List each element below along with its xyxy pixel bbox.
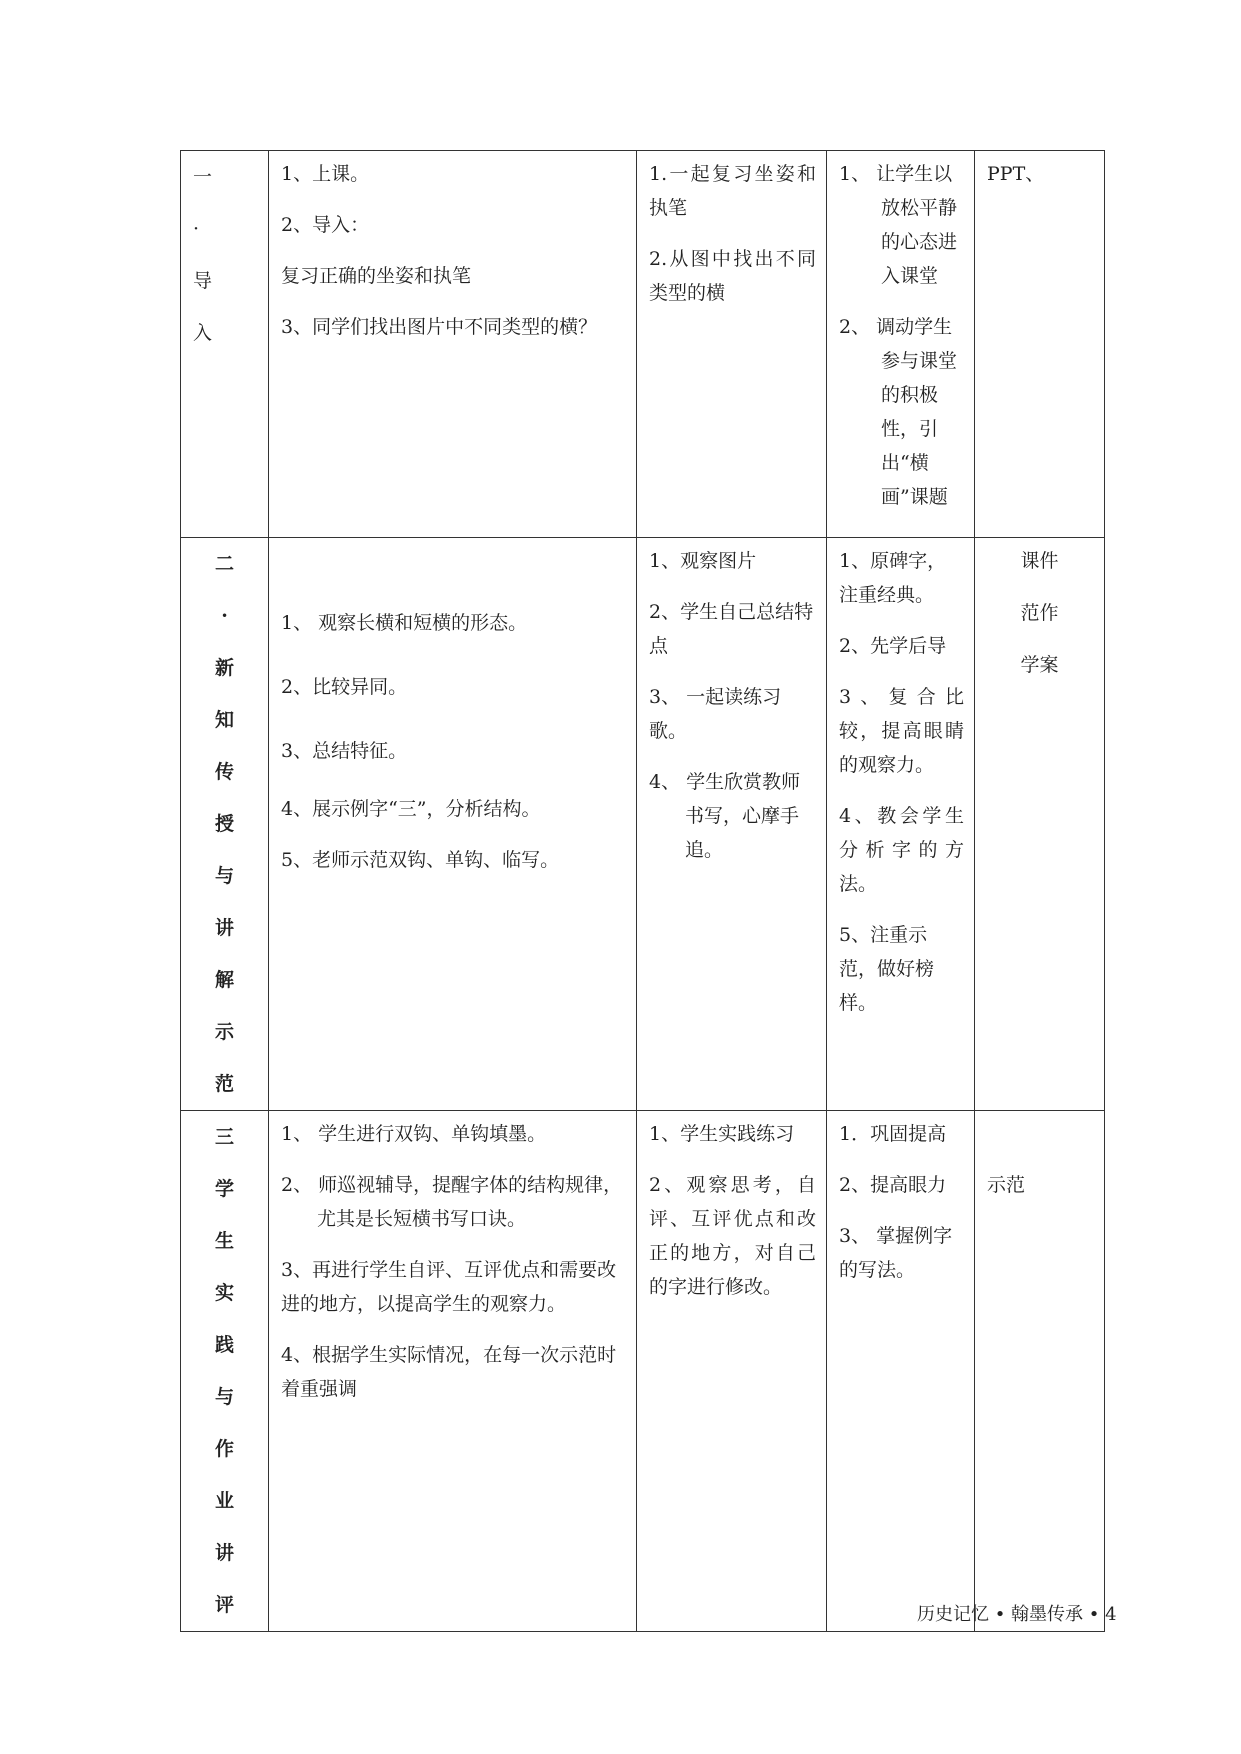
table-row <box>181 151 1105 538</box>
teacher-activity-cell <box>269 1111 637 1632</box>
list-item: 4、根据学生实际情况，在每一次示范时着重强调 <box>281 1344 617 1400</box>
stage-char: 二 <box>214 553 234 575</box>
stage-char: · <box>193 218 200 240</box>
list-item: 1、 观察长横和短横的形态。 <box>281 612 528 634</box>
student-activity-cell <box>637 538 827 1111</box>
list-item: 5、注重示范，做好榜样。 <box>839 924 935 1014</box>
list-item: 3、复合比较，提高眼睛的观察力。 <box>839 686 964 776</box>
list-item: 5、老师示范双钩、单钩、临写。 <box>281 849 560 871</box>
list-item: 2、先学后导 <box>839 635 947 657</box>
list-item: 4、 学生欣赏教师书写，心摩手追。 <box>649 771 801 861</box>
resources-cell <box>975 538 1105 1111</box>
page-footer: 历史记忆 • 翰墨传承 • 4 <box>917 1604 1117 1625</box>
list-item: 1、 学生进行双钩、单钩填墨。 <box>281 1123 547 1145</box>
lesson-plan-table <box>180 150 1105 1632</box>
list-item: 1、原碑字，注重经典。 <box>839 550 947 606</box>
stage-cell <box>181 151 269 538</box>
stage-char: 范 <box>214 1073 234 1095</box>
list-item: 1．巩固提高 <box>839 1123 947 1145</box>
stage-cell <box>181 1111 269 1632</box>
student-activity-cell <box>637 151 827 538</box>
stage-char: 一 <box>193 166 213 188</box>
stage-char: 知 <box>214 709 234 731</box>
stage-char: 评 <box>214 1594 234 1616</box>
stage-cell <box>181 538 269 1111</box>
stage-char: 传 <box>214 761 234 783</box>
teacher-activity-cell <box>269 538 637 1111</box>
resources-cell <box>975 1111 1105 1632</box>
stage-char: 实 <box>214 1282 234 1304</box>
stage-char: 学 <box>214 1178 234 1200</box>
list-item: 1、学生实践练习 <box>649 1123 795 1145</box>
purpose-cell <box>827 151 975 538</box>
list-item: 2、 调动学生参与课堂的积极性，引出“横画”课题 <box>839 316 958 508</box>
list-item: PPT、 <box>987 163 1045 185</box>
teacher-activity-cell <box>269 151 637 538</box>
list-item: 1、 让学生以放松平静的心态进入课堂 <box>839 163 958 287</box>
list-item: 2、 师巡视辅导，提醒字体的结构规律，尤其是长短横书写口诀。 <box>281 1174 623 1230</box>
student-activity-cell <box>637 1111 827 1632</box>
list-item: 课件 <box>1020 550 1059 572</box>
list-item: 3、再进行学生自评、互评优点和需要改进的地方，以提高学生的观察力。 <box>281 1259 617 1315</box>
stage-char: 导 <box>193 270 213 292</box>
list-item: 4、展示例字“三”，分析结构。 <box>281 798 541 820</box>
stage-char: 新 <box>214 657 234 679</box>
list-item: 1.一起复习坐姿和执笔 <box>649 163 816 219</box>
stage-char: 与 <box>214 1386 234 1408</box>
list-item: 范作 <box>1020 602 1059 624</box>
stage-char: 践 <box>214 1334 234 1356</box>
list-item: 3、总结特征。 <box>281 740 408 762</box>
list-item: 3、 一起读练习歌。 <box>649 686 782 742</box>
list-item: 3、同学们找出图片中不同类型的横？ <box>281 316 598 338</box>
list-item: 2、观察思考，自评、互评优点和改正的地方，对自己的字进行修改。 <box>649 1174 816 1298</box>
stage-char: · <box>221 605 228 627</box>
stage-char: 授 <box>214 813 234 835</box>
list-item: 3、 掌握例字的写法。 <box>839 1225 953 1281</box>
list-item: 2、学生自己总结特点 <box>649 601 814 657</box>
purpose-cell <box>827 1111 975 1632</box>
list-item: 1、上课。 <box>281 163 370 185</box>
list-item: 1、观察图片 <box>649 550 757 572</box>
list-item: 2.从图中找出不同类型的横 <box>649 248 816 304</box>
stage-char: 讲 <box>214 1542 234 1564</box>
list-item: 4、教会学生分析字的方法。 <box>839 805 964 895</box>
stage-char: 讲 <box>214 917 234 939</box>
resources-cell <box>975 151 1105 538</box>
stage-char: 生 <box>214 1230 234 1252</box>
stage-char: 解 <box>214 969 234 991</box>
stage-char: 入 <box>193 322 213 344</box>
list-item: 2、导入： <box>281 214 370 236</box>
stage-char: 业 <box>214 1490 234 1512</box>
table-row <box>181 538 1105 1111</box>
list-item: 复习正确的坐姿和执笔 <box>281 265 472 287</box>
stage-char: 示 <box>214 1021 234 1043</box>
list-item: 2、比较异同。 <box>281 676 408 698</box>
purpose-cell <box>827 538 975 1111</box>
stage-char: 作 <box>214 1438 234 1460</box>
list-item: 示范 <box>987 1174 1026 1196</box>
list-item: 2、提高眼力 <box>839 1174 947 1196</box>
table-row <box>181 1111 1105 1632</box>
stage-char: 三 <box>214 1126 234 1148</box>
stage-char: 与 <box>214 865 234 887</box>
list-item: 学案 <box>1020 654 1059 676</box>
